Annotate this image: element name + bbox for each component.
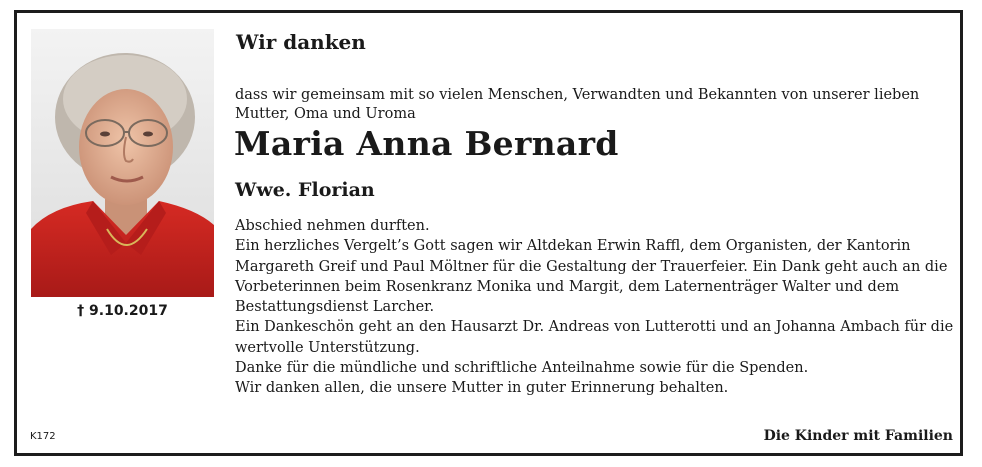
body-line: Ein Dankeschön geht an den Hausarzt Dr. Andreas von Lutterotti und an Johanna Ambach für die wertvolle Unterstützung. (235, 319, 954, 356)
intro-text: dass wir gemeinsam mit so vielen Menschen, Verwandten und Bekannten von unserer lieben Mutter, Oma und Uroma (235, 87, 920, 122)
signature: Die Kinder mit Familien (763, 428, 953, 444)
deceased-subname: Wwe. Florian (235, 179, 375, 201)
thanks-body (235, 216, 960, 399)
ad-code: K172 (30, 431, 56, 442)
body-line: Danke für die mündliche und schriftliche Anteilnahme sowie für die Spenden. (235, 360, 809, 377)
body-line: Abschied nehmen durften. (235, 218, 430, 234)
body-line: Ein herzliches Vergelt’s Gott sagen wir Altdekan Erwin Raffl, dem Organisten, der Kantorin Margareth Greif und Paul Möltner für die Gestaltung der Trauerfeier. Ein Dank geht auch an die Vorbeterinnen beim Rosenkranz Monika und Margit, dem Laternenträger Walter und dem Bestattungsdienst Larcher. (235, 238, 948, 316)
portrait-photo (31, 29, 214, 297)
death-date: † 9.10.2017 (77, 303, 168, 319)
body-line: Wir danken allen, die unsere Mutter in guter Erinnerung behalten. (235, 380, 729, 397)
deceased-name: Maria Anna Bernard (234, 124, 619, 163)
heading: Wir danken (236, 30, 366, 54)
